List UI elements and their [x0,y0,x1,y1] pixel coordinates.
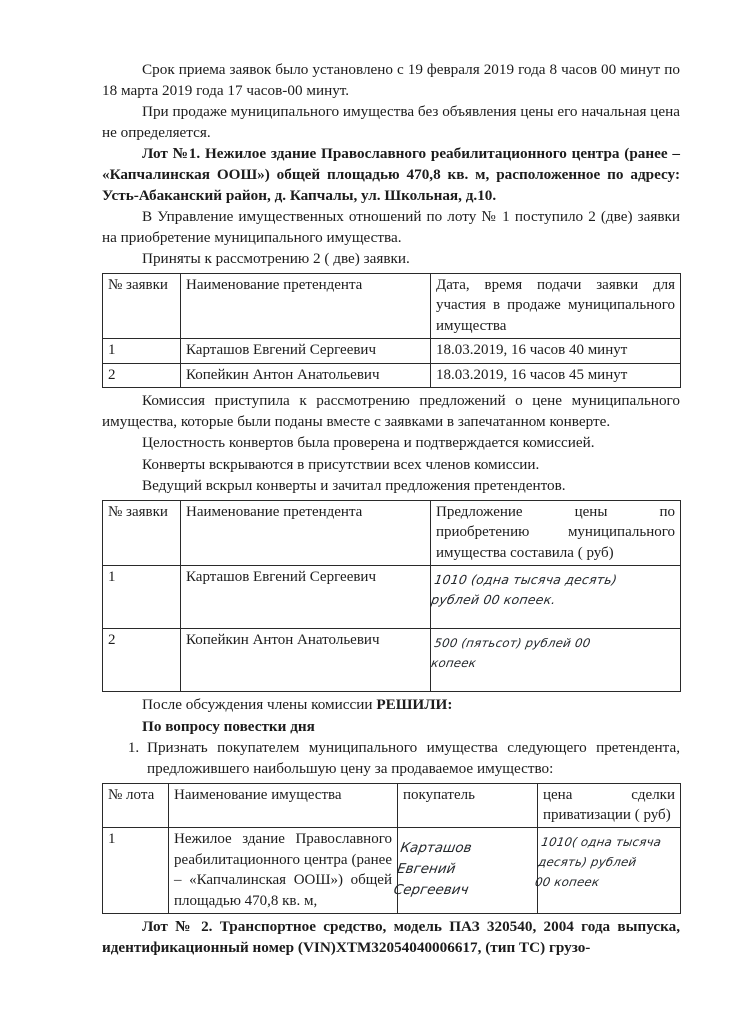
header-submission-datetime: Дата, время подачи заявки для участия в продаже муниципального имущества [431,273,681,338]
cell-price-offer-handwritten [431,566,681,629]
table-price-offers [102,500,681,692]
table-row [103,339,681,363]
table-header-row [103,273,681,338]
after-discussion-text: После обсуждения члены комиссии [142,696,377,714]
header-buyer: покупатель [398,783,538,828]
cell-transaction-price-handwritten [533,828,681,914]
cell-price-offer-handwritten [431,629,681,692]
cell-application-number: 2 [103,363,181,387]
header-lot-number: № лота [103,783,169,828]
cell-claimant-name: Копейкин Антон Анатольевич [181,363,431,387]
handwriting-price-offer: 1010 (одна тысяча десять) рублей 00 копеек. [430,572,619,608]
cell-claimant-name: Карташов Евгений Сергеевич [181,339,431,363]
table-decision [102,783,681,914]
cell-application-number: 1 [103,339,181,363]
handwriting-transaction-price: 1010( одна тысяча десять) рублей 00 копеек [533,835,663,890]
header-application-number: № заявки [103,273,181,338]
cell-buyer-handwritten [392,828,538,914]
paragraph-commission-started: Комиссия приступила к рассмотрению предложений о цене муниципального имущества, которые были поданы вместе с заявками в запечатанном конверте. [102,391,680,430]
handwriting-price-offer: 500 (пятьсот) рублей 00 копеек [430,636,592,671]
decision-list-item: 1. Признать покупателем муниципального имущества следующего претендента, предложившего наибольшую цену за продаваемое имущество: [143,738,680,779]
cell-application-number: 2 [103,629,181,692]
header-transaction-price: цена сделки приватизации ( руб) [538,783,681,828]
paragraph-envelopes-opened: Конверты вскрываются в присутствии всех членов комиссии. [142,455,540,473]
table-row [103,566,681,629]
header-property-name: Наименование имущества [169,783,398,828]
table-row [103,828,681,914]
paragraph-accepted-for-review: Приняты к рассмотрению 2 ( две) заявки. [142,250,410,268]
paragraph-deadline: Срок приема заявок было установлено с 19 февраля 2019 года 8 часов 00 минут по 18 марта 2019 года 17 часов-00 минут. [102,61,680,99]
cell-submission-datetime: 18.03.2019, 16 часов 40 минут [431,339,681,363]
cell-claimant-name: Копейкин Антон Анатольевич [181,629,431,692]
paragraph-agenda-heading: По вопросу повестки дня [142,717,315,735]
paragraph-envelopes-intact: Целостность конвертов была проверена и подтверждается комиссией. [142,434,595,452]
decision-list [102,738,680,779]
paragraph-applications-received: В Управление имущественных отношений по лоту № 1 поступило 2 (две) заявки на приобретение муниципального имущества. [102,208,680,246]
handwriting-buyer-name: Карташов Евгений Сергеевич [392,840,473,899]
table-applications [102,273,681,388]
cell-property-name: Нежилое здание Православного реабилитационного центра (ранее – «Капчалинская ООШ») общей площадью 470,8 кв. м, [169,828,398,914]
paragraph-host-read-offers: Ведущий вскрыл конверты и зачитал предложения претендентов. [142,477,566,495]
header-claimant-name: Наименование претендента [181,273,431,338]
paragraph-after-discussion [102,695,680,716]
paragraph-lot2-heading: Лот № 2. Транспортное средство, модель ПАЗ 320540, 2004 года выпуска, идентификационный номер (VIN)XTM32054040006617, (тип ТС) грузо- [102,917,680,956]
cell-claimant-name: Карташов Евгений Сергеевич [181,566,431,629]
decided-keyword: РЕШИЛИ: [376,696,453,714]
cell-submission-datetime: 18.03.2019, 16 часов 45 минут [431,363,681,387]
header-application-number: № заявки [103,500,181,565]
paragraph-no-price-announced: При продаже муниципального имущества без объявления цены его начальная цена не определяется. [102,103,680,141]
table-row [103,629,681,692]
cell-application-number: 1 [103,566,181,629]
cell-lot-number: 1 [103,828,169,914]
table-header-row [103,500,681,565]
header-price-offer: Предложение цены по приобретению муниципального имущества составила ( руб) [431,500,681,565]
paragraph-lot1-heading: Лот №1. Нежилое здание Православного реабилитационного центра (ранее – «Капчалинская ООШ») общей площадью 470,8 кв. м, расположенное по адресу: Усть-Абаканский район, д. Капчалы, ул. Школьная, д.10. [102,145,680,204]
table-row [103,363,681,387]
header-claimant-name: Наименование претендента [181,500,431,565]
page-content [102,60,680,959]
table-header-row [103,783,681,828]
